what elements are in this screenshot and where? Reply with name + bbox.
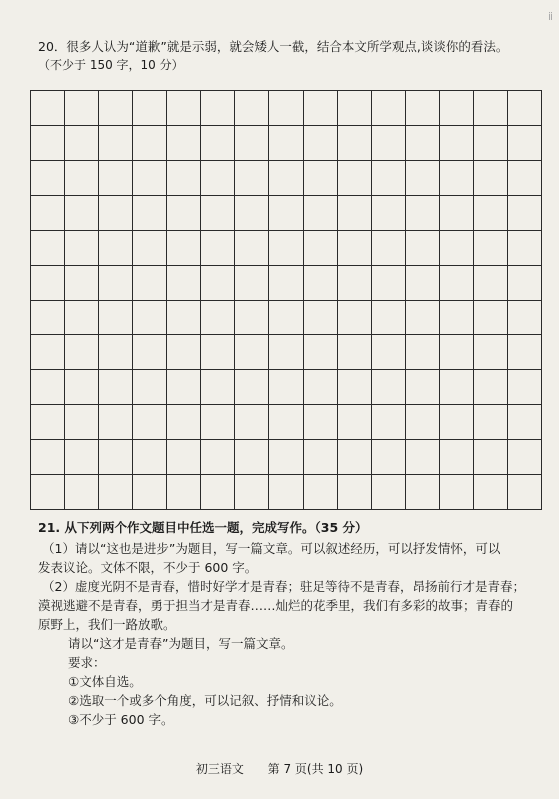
grid-cell[interactable] [440,161,474,196]
grid-cell[interactable] [406,440,440,475]
grid-cell[interactable] [167,161,201,196]
grid-cell[interactable] [372,475,406,510]
grid-cell[interactable] [304,231,338,266]
grid-cell[interactable] [201,440,235,475]
grid-cell[interactable] [65,335,99,370]
question-21 [38,518,543,729]
grid-cell[interactable] [372,335,406,370]
grid-cell[interactable] [508,91,542,126]
grid-cell[interactable] [99,301,133,336]
grid-cell[interactable] [508,440,542,475]
grid-cell[interactable] [372,231,406,266]
grid-cell[interactable] [474,475,508,510]
grid-cell[interactable] [372,91,406,126]
grid-cell[interactable] [269,301,303,336]
grid-cell[interactable] [508,266,542,301]
grid-cell[interactable] [474,335,508,370]
grid-cell[interactable] [406,335,440,370]
grid-cell[interactable] [201,266,235,301]
grid-cell[interactable] [201,126,235,161]
grid-cell[interactable] [65,126,99,161]
grid-cell[interactable] [31,91,65,126]
grid-cell[interactable] [99,196,133,231]
grid-cell[interactable] [133,405,167,440]
grid-cell[interactable] [508,161,542,196]
grid-cell[interactable] [31,440,65,475]
grid-cell[interactable] [31,196,65,231]
grid-cell[interactable] [304,301,338,336]
grid-cell[interactable] [406,370,440,405]
grid-cell[interactable] [406,266,440,301]
grid-cell[interactable] [65,301,99,336]
grid-cell[interactable] [235,266,269,301]
grid-cell[interactable] [99,335,133,370]
grid-cell[interactable] [99,126,133,161]
grid-cell[interactable] [65,370,99,405]
grid-cell[interactable] [31,161,65,196]
grid-cell[interactable] [167,405,201,440]
grid-cell[interactable] [65,266,99,301]
grid-cell[interactable] [372,301,406,336]
footer-page-number: 第 7 页(共 10 页) [267,762,364,776]
page-footer [0,760,559,777]
grid-cell[interactable] [338,440,372,475]
grid-cell[interactable] [372,196,406,231]
option-2-line-1: （2）虚度光阴不是青春，惜时好学才是青春；驻足等待不是青春，昂扬前行才是青春； [42,579,525,594]
grid-cell[interactable] [269,231,303,266]
grid-cell[interactable] [338,196,372,231]
grid-cell[interactable] [474,196,508,231]
grid-cell[interactable] [338,370,372,405]
grid-cell[interactable] [167,231,201,266]
bleed-through-mark: ⅱ [547,10,553,23]
grid-cell[interactable] [372,440,406,475]
grid-cell[interactable] [167,126,201,161]
grid-cell[interactable] [201,91,235,126]
grid-cell[interactable] [304,91,338,126]
question-21-title: 21. 从下列两个作文题目中任选一题，完成写作。（35 分） [38,520,368,535]
grid-cell[interactable] [372,161,406,196]
grid-cell[interactable] [304,405,338,440]
grid-cell[interactable] [474,266,508,301]
grid-cell[interactable] [133,335,167,370]
grid-cell[interactable] [474,301,508,336]
grid-cell[interactable] [201,301,235,336]
grid-cell[interactable] [201,370,235,405]
grid-cell[interactable] [167,91,201,126]
grid-cell[interactable] [167,196,201,231]
grid-cell[interactable] [235,91,269,126]
grid-cell[interactable] [99,370,133,405]
grid-cell[interactable] [235,231,269,266]
grid-cell[interactable] [167,370,201,405]
grid-cell[interactable] [99,440,133,475]
grid-cell[interactable] [235,405,269,440]
grid-cell[interactable] [440,475,474,510]
grid-cell[interactable] [201,405,235,440]
grid-cell[interactable] [133,301,167,336]
grid-cell[interactable] [133,370,167,405]
grid-cell[interactable] [269,266,303,301]
grid-cell[interactable] [133,231,167,266]
grid-cell[interactable] [65,91,99,126]
grid-cell[interactable] [406,196,440,231]
grid-cell[interactable] [508,231,542,266]
grid-cell[interactable] [269,475,303,510]
grid-cell[interactable] [269,405,303,440]
grid-cell[interactable] [406,161,440,196]
requirement-1: ①文体自选。 [68,674,142,689]
grid-cell[interactable] [440,231,474,266]
grid-cell[interactable] [406,126,440,161]
grid-cell[interactable] [235,161,269,196]
grid-cell[interactable] [338,91,372,126]
grid-cell[interactable] [406,475,440,510]
grid-cell[interactable] [304,440,338,475]
grid-cell[interactable] [201,475,235,510]
grid-cell[interactable] [167,301,201,336]
grid-cell[interactable] [201,196,235,231]
grid-cell[interactable] [304,335,338,370]
grid-cell[interactable] [99,231,133,266]
grid-cell[interactable] [440,196,474,231]
question-20 [38,38,538,74]
grid-cell[interactable] [372,126,406,161]
grid-cell[interactable] [269,370,303,405]
grid-cell[interactable] [304,161,338,196]
grid-cell[interactable] [406,231,440,266]
grid-cell[interactable] [508,370,542,405]
grid-cell[interactable] [440,301,474,336]
grid-cell[interactable] [338,231,372,266]
grid-cell[interactable] [269,196,303,231]
grid-cell[interactable] [65,161,99,196]
grid-cell[interactable] [508,196,542,231]
grid-cell[interactable] [338,405,372,440]
grid-cell[interactable] [235,301,269,336]
option-2-line-4: 请以“这才是青春”为题目，写一篇文章。 [68,636,294,651]
grid-cell[interactable] [65,475,99,510]
grid-cell[interactable] [235,440,269,475]
grid-cell[interactable] [508,126,542,161]
grid-cell[interactable] [338,335,372,370]
grid-cell[interactable] [133,161,167,196]
grid-cell[interactable] [167,440,201,475]
grid-cell[interactable] [440,126,474,161]
grid-cell[interactable] [304,370,338,405]
grid-cell[interactable] [338,301,372,336]
grid-cell[interactable] [474,91,508,126]
grid-cell[interactable] [31,126,65,161]
grid-cell[interactable] [474,126,508,161]
option-2-line-3: 原野上，我们一路放歌。 [38,617,176,632]
grid-cell[interactable] [133,126,167,161]
grid-cell[interactable] [474,440,508,475]
grid-cell[interactable] [65,405,99,440]
answer-grid[interactable] [30,90,542,510]
grid-cell[interactable] [474,405,508,440]
grid-cell[interactable] [304,126,338,161]
grid-cell[interactable] [269,440,303,475]
question-20-prompt: 20．很多人认为“道歉”就是示弱，就会矮人一截，结合本文所学观点,谈谈你的看法。 [38,39,509,54]
grid-cell[interactable] [269,335,303,370]
question-20-requirement: （不少于 150 字，10 分） [38,58,184,72]
grid-cell[interactable] [304,266,338,301]
option-1-line-2: 发表议论。文体不限，不少于 600 字。 [38,560,258,575]
grid-cell[interactable] [99,91,133,126]
grid-cell[interactable] [31,475,65,510]
grid-cell[interactable] [133,196,167,231]
grid-cell[interactable] [201,161,235,196]
grid-cell[interactable] [508,335,542,370]
grid-cell[interactable] [474,231,508,266]
grid-cell[interactable] [65,440,99,475]
grid-cell[interactable] [338,161,372,196]
grid-cell[interactable] [508,301,542,336]
grid-cell[interactable] [31,301,65,336]
grid-cell[interactable] [31,405,65,440]
grid-cell[interactable] [235,335,269,370]
grid-cell[interactable] [99,405,133,440]
grid-cell[interactable] [269,126,303,161]
grid-cell[interactable] [133,91,167,126]
grid-cell[interactable] [99,266,133,301]
grid-cell[interactable] [304,196,338,231]
requirement-3: ③不少于 600 字。 [68,712,174,727]
grid-cell[interactable] [440,370,474,405]
grid-cell[interactable] [508,475,542,510]
grid-cell[interactable] [235,126,269,161]
requirements-label: 要求： [68,655,106,670]
grid-cell[interactable] [338,266,372,301]
option-2-line-2: 漠视逃避不是青春，勇于担当才是青春……灿烂的花季里，我们有多彩的故事；青春的 [38,598,514,613]
grid-cell[interactable] [133,475,167,510]
option-1-line-1: （1）请以“这也是进步”为题目，写一篇文章。可以叙述经历，可以抒发情怀，可以 [42,541,501,556]
grid-cell[interactable] [372,370,406,405]
requirement-2: ②选取一个或多个角度，可以记叙、抒情和议论。 [68,693,342,708]
grid-cell[interactable] [65,231,99,266]
grid-cell[interactable] [201,231,235,266]
grid-cell[interactable] [406,91,440,126]
grid-cell[interactable] [235,196,269,231]
grid-cell[interactable] [474,370,508,405]
grid-cell[interactable] [31,266,65,301]
grid-cell[interactable] [440,440,474,475]
grid-cell[interactable] [406,301,440,336]
grid-cell[interactable] [167,475,201,510]
grid-cell[interactable] [235,475,269,510]
grid-cell[interactable] [304,475,338,510]
grid-cell[interactable] [99,475,133,510]
grid-cell[interactable] [167,335,201,370]
grid-cell[interactable] [269,161,303,196]
grid-cell[interactable] [31,370,65,405]
grid-cell[interactable] [31,335,65,370]
grid-cell[interactable] [31,231,65,266]
grid-cell[interactable] [338,475,372,510]
grid-cell[interactable] [372,266,406,301]
grid-cell[interactable] [133,266,167,301]
grid-cell[interactable] [65,196,99,231]
grid-cell[interactable] [440,335,474,370]
grid-cell[interactable] [440,266,474,301]
grid-cell[interactable] [201,335,235,370]
grid-cell[interactable] [372,405,406,440]
grid-cell[interactable] [338,126,372,161]
grid-cell[interactable] [440,91,474,126]
grid-cell[interactable] [406,405,440,440]
footer-subject: 初三语文 [195,762,244,776]
grid-cell[interactable] [133,440,167,475]
grid-cell[interactable] [508,405,542,440]
grid-cell[interactable] [269,91,303,126]
grid-cell[interactable] [167,266,201,301]
grid-cell[interactable] [99,161,133,196]
grid-cell[interactable] [235,370,269,405]
grid-cell[interactable] [474,161,508,196]
grid-cell[interactable] [440,405,474,440]
